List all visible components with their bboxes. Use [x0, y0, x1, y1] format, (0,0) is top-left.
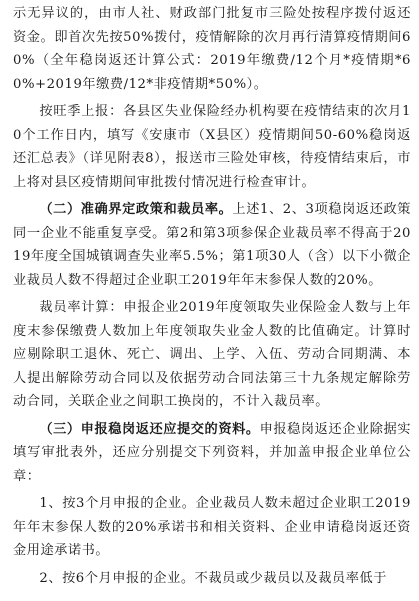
- paragraph-layoff-policy: [13, 198, 411, 292]
- section-heading: （三）申报稳岗返还应提交的资料。: [39, 421, 260, 437]
- paragraph-text: 按旺季上报：各县区失业保险经办机构要在疫情结束的次月10个工作日内，填写《安康市（X县区）疫情期间50-60%稳岗返还汇总表》（详见附表8），报送市三险处审核，待疫情结束后，市上将对县区疫情期间审批拨付情况进行检查审计。: [13, 104, 411, 190]
- paragraph-text: 2、按6个月申报的企业。不裁员或少裁员以及裁员率低于: [39, 570, 387, 586]
- paragraph-text: 申报稳岗返还企业除据实填写审批表外，还应分别提交下列资料，并加盖申报企业单位公章：: [13, 421, 411, 484]
- paragraph-six-month-enterprises: [13, 567, 411, 591]
- paragraph-required-documents: [13, 418, 411, 489]
- paragraph-text: 示无异议的，由市人社、财政部门批复市三险处按程序拨付返还资金。即首次先按50%拨付，疫情解除的次月再行清算疫情期间60%（全年稳岗返还计算公式：2019年缴费/12个月*疫情期*60%+2019年缴费/12*非疫情期*50%）。: [13, 6, 411, 92]
- paragraph-fund-disbursement: [13, 2, 411, 96]
- paragraph-monthly-report: [13, 100, 411, 194]
- paragraph-text: 裁员率计算：申报企业2019年度领取失业保险金人数与上年度末参保缴费人数加上年度领取失业金人数的比值确定。计算时应剔除职工退休、死亡、调出、上学、入伍、劳动合同期满、本人提出解除劳动合同以及依据劳动合同法第三十九条规定解除劳动合同，关联企业之间职工换岗的，不计入裁员率。: [13, 300, 411, 409]
- section-heading: （二）准确界定政策和裁员率。: [39, 202, 233, 217]
- paragraph-layoff-rate-calculation: [13, 296, 411, 414]
- paragraph-three-month-enterprises: [13, 492, 411, 563]
- paragraph-text: 上述1、2、3项稳岗返还政策同一企业不能重复享受。第2和第3项参保企业裁员率不得高于2019年度全国城镇调查失业率5.5%；第1项30人（含）以下小微企业裁员人数不得超过企业职工2019年年末参保人数的20%。: [13, 202, 412, 288]
- paragraph-text: 1、按3个月申报的企业。企业裁员人数未超过企业职工2019年年末参保人数的20%承诺书和相关资料、企业申请稳岗返还资金用途承诺书。: [13, 496, 411, 558]
